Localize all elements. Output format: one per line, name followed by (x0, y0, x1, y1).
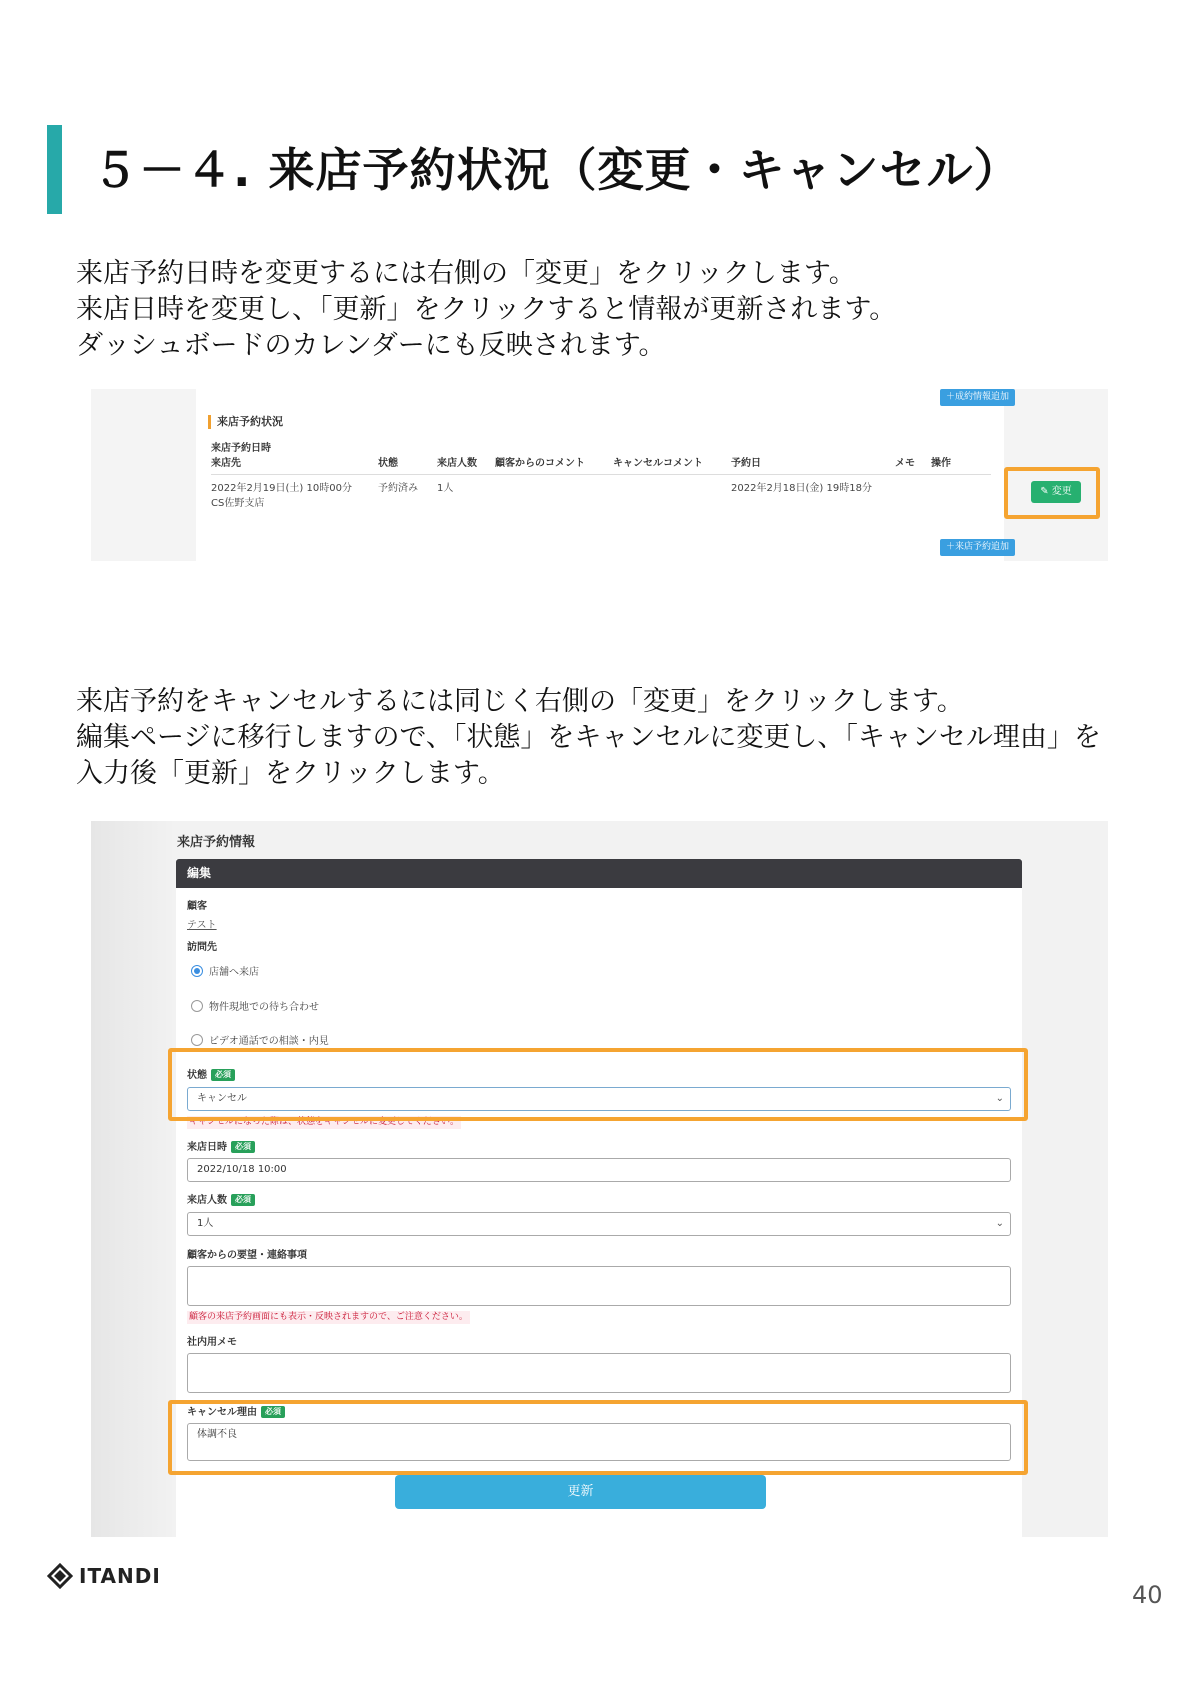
intro-line: 来店予約日時を変更するには右側の「変更」をクリックします。 (76, 258, 856, 289)
memo-label: 社内用メモ (187, 1337, 237, 1348)
datetime-label-text: 来店日時 (187, 1142, 227, 1153)
cancel-instructions (76, 684, 1101, 792)
people-select-value: 1人 (197, 1218, 214, 1229)
chevron-down-icon: ⌄ (995, 1218, 1004, 1229)
datetime-input[interactable]: 2022/10/18 10:00 (187, 1158, 1011, 1182)
header-datetime-store (211, 441, 271, 471)
itandi-logo-icon (47, 1563, 73, 1589)
cell-status: 予約済み (378, 483, 418, 494)
page-number: 40 (1132, 1581, 1163, 1609)
cancel-reason-textarea[interactable]: 体調不良 (187, 1423, 1011, 1461)
cancel-line: 入力後「更新」をクリックします。 (76, 758, 505, 789)
cancel-line: 来店予約をキャンセルするには同じく右側の「変更」をクリックします。 (76, 686, 964, 717)
add-deal-button[interactable]: ＋成約情報追加 (940, 389, 1015, 406)
form-page-heading: 来店予約情報 (177, 835, 256, 850)
required-badge: 必須 (261, 1406, 285, 1418)
status-select-value: キャンセル (197, 1093, 247, 1104)
request-note: 顧客の来店予約画面にも表示・反映されますので、ご注意ください。 (189, 1312, 468, 1322)
header-action: 操作 (931, 458, 951, 469)
header-memo: メモ (895, 458, 915, 469)
people-label (187, 1194, 255, 1207)
datetime-label (187, 1141, 255, 1154)
cancel-line: 編集ページに移行しますので、「状態」をキャンセルに変更し、「キャンセル理由」を (76, 722, 1101, 753)
update-button[interactable]: 更新 (395, 1475, 766, 1509)
header-customer-comment: 顧客からのコメント (495, 458, 585, 469)
cell-store: CS佐野支店 (211, 498, 265, 509)
logo-text: ITANDI (79, 1564, 161, 1588)
visit-option-store[interactable] (191, 965, 259, 980)
request-textarea[interactable] (187, 1266, 1011, 1306)
cell-booked-date: 2022年2月18日(金) 19時18分 (731, 483, 872, 494)
visit-option-label: 物件現地での待ち合わせ (209, 1002, 319, 1013)
cell-datetime: 2022年2月19日(土) 10時00分 (211, 483, 352, 494)
required-badge: 必須 (231, 1194, 255, 1206)
visit-label: 訪問先 (187, 942, 217, 953)
memo-textarea[interactable] (187, 1353, 1011, 1393)
people-label-text: 来店人数 (187, 1195, 227, 1206)
intro-line: ダッシュボードのカレンダーにも反映されます。 (76, 330, 666, 361)
title-accent-bar (47, 125, 62, 214)
intro-line: 来店日時を変更し、「更新」をクリックすると情報が更新されます。 (76, 294, 897, 325)
required-badge: 必須 (211, 1069, 235, 1081)
visit-option-label: ビデオ通話での相談・内見 (209, 1036, 329, 1047)
visit-option-label: 店舗へ来店 (209, 967, 259, 978)
edit-form-screenshot (91, 821, 1108, 1537)
request-label: 顧客からの要望・連絡事項 (187, 1250, 307, 1261)
required-badge: 必須 (231, 1141, 255, 1153)
radio-icon (191, 1000, 203, 1012)
radio-icon (191, 1034, 203, 1046)
card-header: 編集 (176, 859, 1022, 888)
reservation-status-screenshot (91, 389, 1108, 561)
cell-people: 1人 (437, 483, 454, 494)
highlight-status-field (168, 1048, 1028, 1121)
cancel-reason-label-text: キャンセル理由 (187, 1407, 257, 1418)
header-cancel-comment: キャンセルコメント (613, 458, 703, 469)
table-divider (211, 474, 991, 475)
intro-text (76, 256, 896, 364)
header-datetime: 来店予約日時 (211, 443, 271, 454)
add-visit-button[interactable]: ＋来店予約追加 (940, 539, 1015, 556)
customer-label: 顧客 (187, 901, 207, 912)
header-booked-date: 予約日 (731, 458, 761, 469)
header-status: 状態 (378, 458, 398, 469)
pencil-icon: ✎ (1040, 486, 1049, 497)
itandi-logo (47, 1563, 161, 1589)
visit-option-site[interactable] (191, 1000, 319, 1015)
radio-selected-icon (191, 965, 203, 977)
section-title: 来店予約状況 (208, 415, 283, 429)
chevron-down-icon: ⌄ (995, 1093, 1004, 1104)
change-button-label: 変更 (1051, 486, 1072, 497)
people-select[interactable] (187, 1212, 1011, 1236)
left-shadow (91, 821, 176, 1537)
page-title: ５－４. 来店予約状況（変更・キャンセル） (92, 143, 1021, 197)
status-note: キャンセルになった際は、状態をキャンセルに変更してください。 (189, 1117, 460, 1127)
customer-link[interactable]: テスト (187, 920, 217, 931)
status-label-text: 状態 (187, 1070, 207, 1081)
header-people: 来店人数 (437, 458, 477, 469)
visit-option-video[interactable] (191, 1034, 329, 1049)
cell-datetime-store (211, 481, 352, 511)
highlight-cancel-reason (168, 1400, 1028, 1475)
reservation-status-panel (196, 389, 1010, 561)
header-store: 来店先 (211, 458, 241, 469)
highlight-change-button (1004, 467, 1100, 519)
